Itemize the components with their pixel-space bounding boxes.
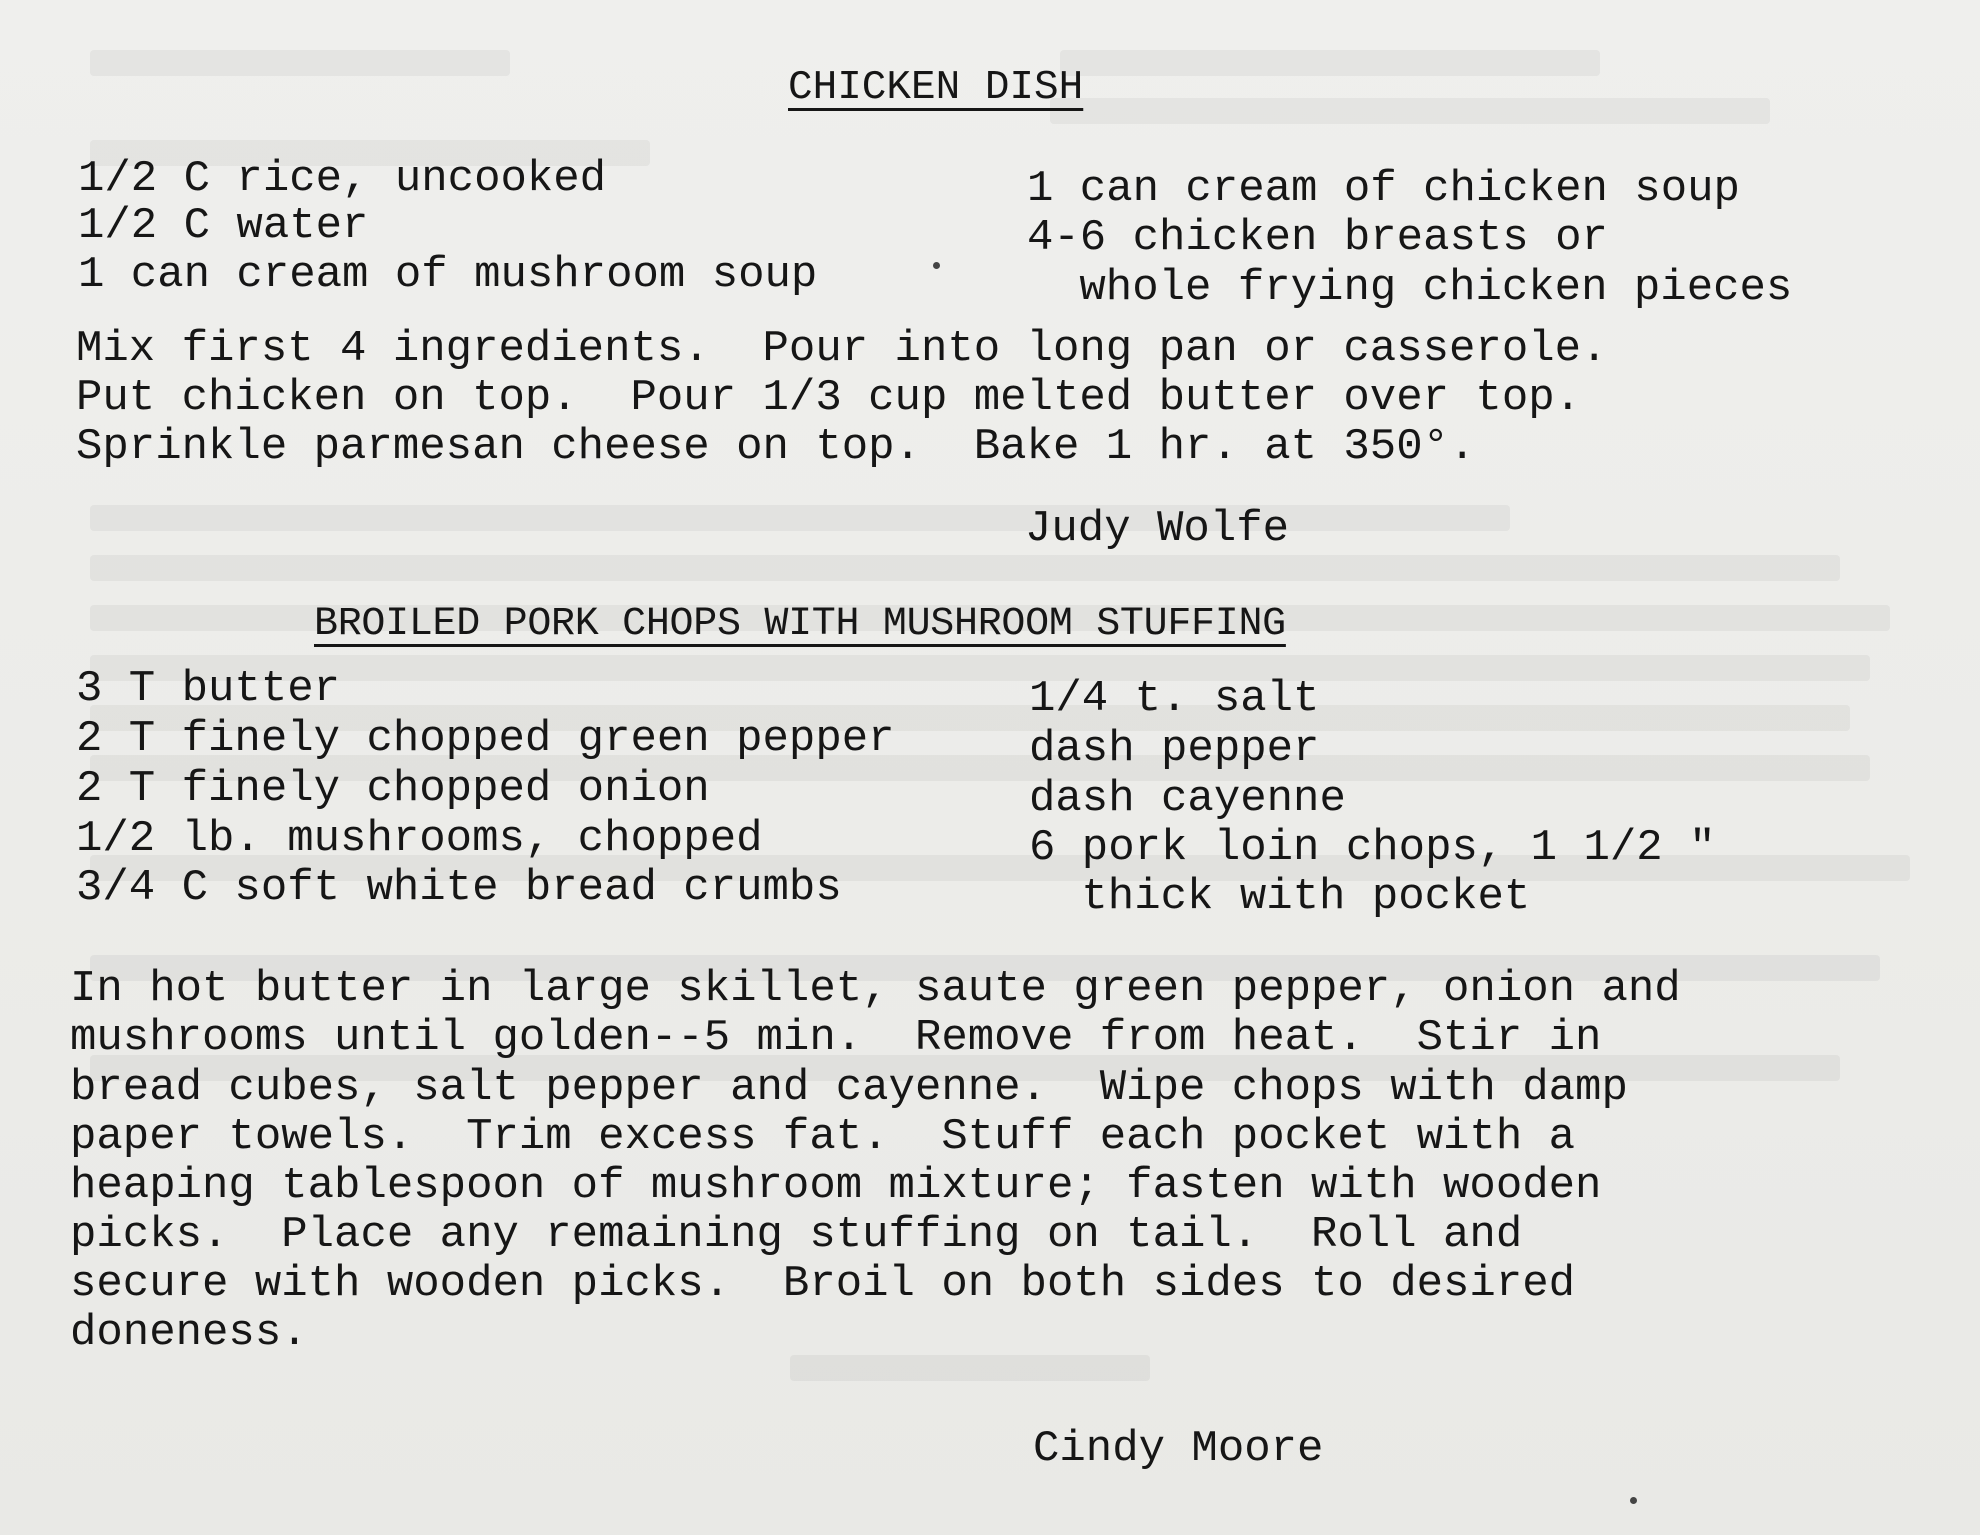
recipe1-direction-line: Mix first 4 ingredients. Pour into long pan or casserole. (76, 324, 1608, 374)
recipe2-ingredient-right: dash pepper (1029, 724, 1320, 774)
recipe2-direction-line: paper towels. Trim excess fat. Stuff each pocket with a (70, 1112, 1576, 1162)
recipe2-ingredient-left: 2 T finely chopped green pepper (76, 714, 895, 764)
recipe1-ingredient-left: 1/2 C water (78, 201, 369, 251)
recipe2-author: Cindy Moore (1033, 1424, 1324, 1474)
recipe1-title: CHICKEN DISH (788, 65, 1084, 111)
recipe2-direction-line: picks. Place any remaining stuffing on tail. Roll and (70, 1210, 1523, 1260)
recipe1-author: Judy Wolfe (1025, 504, 1290, 554)
recipe2-direction-line: mushrooms until golden--5 min. Remove from heat. Stir in (70, 1013, 1602, 1063)
recipe2-ingredient-left: 3/4 C soft white bread crumbs (76, 863, 842, 913)
recipe1-ingredient-right: 4-6 chicken breasts or (1027, 213, 1608, 263)
recipe2-direction-line: bread cubes, salt pepper and cayenne. Wipe chops with damp (70, 1063, 1628, 1113)
recipe2-title: BROILED PORK CHOPS WITH MUSHROOM STUFFING (314, 602, 1286, 647)
recipe2-ingredient-left: 2 T finely chopped onion (76, 764, 710, 814)
recipe2-ingredient-right: dash cayenne (1029, 774, 1346, 824)
recipe1-ingredient-left: 1/2 C rice, uncooked (78, 154, 607, 204)
recipe1-ingredient-right: whole frying chicken pieces (1053, 263, 1793, 313)
recipe2-ingredient-left: 3 T butter (76, 664, 341, 714)
recipe2-ingredient-right: 6 pork loin chops, 1 1/2 " (1029, 823, 1716, 873)
ink-speck (933, 262, 940, 269)
recipe1-direction-line: Put chicken on top. Pour 1/3 cup melted butter over top. (76, 373, 1582, 423)
recipe1-direction-line: Sprinkle parmesan cheese on top. Bake 1 hr. at 350°. (76, 422, 1476, 472)
recipe2-direction-line: heaping tablespoon of mushroom mixture; fasten with wooden (70, 1161, 1602, 1211)
ink-speck (1630, 1497, 1637, 1504)
recipe2-direction-line: In hot butter in large skillet, saute green pepper, onion and (70, 964, 1681, 1014)
recipe2-ingredient-right: thick with pocket (1055, 872, 1531, 922)
recipe1-ingredient-right: 1 can cream of chicken soup (1027, 164, 1740, 214)
recipe2-ingredient-right: 1/4 t. salt (1029, 674, 1320, 724)
recipe2-ingredient-left: 1/2 lb. mushrooms, chopped (76, 814, 763, 864)
recipe2-direction-line: secure with wooden picks. Broil on both sides to desired (70, 1259, 1576, 1309)
recipe1-ingredient-left: 1 can cream of mushroom soup (78, 250, 818, 300)
recipe2-direction-line: doneness. (70, 1308, 308, 1358)
